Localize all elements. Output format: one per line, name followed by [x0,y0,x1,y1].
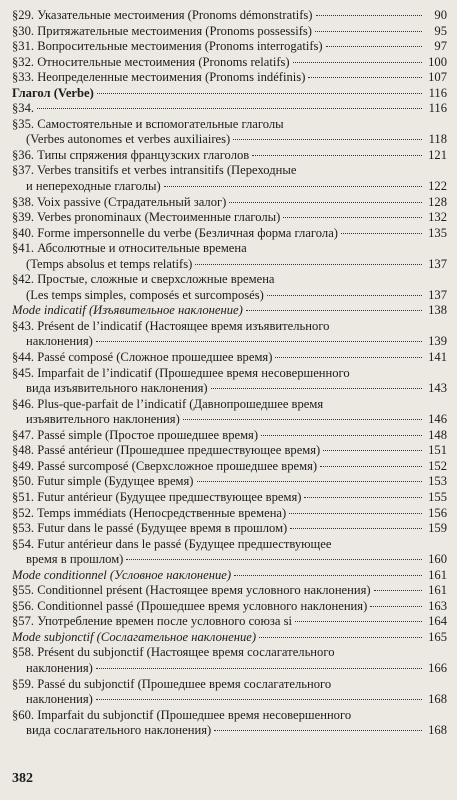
dot-leader [97,93,422,94]
toc-page-number: 152 [428,458,447,473]
toc-entry-line [12,24,447,40]
toc-entry-line [12,677,447,693]
toc-entry-line [12,708,447,724]
toc-entry [12,645,447,676]
toc-page-number: 116 [428,101,447,116]
page-number: 382 [12,771,33,786]
toc-entry-title: §57. Употребление времен после условного союза si [12,614,292,629]
toc-entry-title: вида сослагательного наклонения) [26,723,212,738]
toc-page-number: 128 [428,194,447,209]
toc-entry-line [12,179,447,195]
toc-page-number: 141 [428,350,447,365]
toc-entry-title: §44. Passé composé (Сложное прошедшее время) [12,350,273,365]
dot-leader [183,419,422,420]
toc-page-number: 164 [428,614,447,629]
toc-entry-title: (Les temps simples, composés et surcomposés) [26,287,264,302]
toc-page-number: 161 [428,583,447,598]
dot-leader [229,202,422,203]
toc-entry [12,397,447,428]
toc-page-number: 132 [428,210,447,225]
toc-entry-title: и непереходные глаголы) [26,179,161,194]
dot-leader [252,155,422,156]
toc-entry-line [12,692,447,708]
toc-entry-title: §34. [12,101,35,116]
toc-entry-line [12,645,447,661]
toc-entry-line [12,568,447,584]
toc-entry-title: §52. Temps immédiats (Непосредственные времена) [12,505,287,520]
dot-leader [214,730,422,731]
dot-leader [289,513,422,514]
toc-entry-title: время в прошлом) [26,552,124,567]
toc-page-number: 107 [428,70,447,85]
toc-page-number: 153 [428,474,447,489]
toc-entry-title: (Temps absolus et temps relatifs) [26,256,193,271]
toc-entry-title: §29. Указательные местоимения (Pronoms démonstratifs) [12,8,313,22]
toc-entry-line [12,257,447,273]
toc-entry-line [12,630,447,646]
toc-entry-line [12,537,447,553]
toc-entry-title: изъявительного наклонения) [26,412,180,427]
toc-entry-title: §59. Passé du subjonctif (Прошедшее время сослагательного [12,676,332,691]
dot-leader [195,264,422,265]
toc-entry [12,677,447,708]
toc-entry-line [12,39,447,55]
toc-entry [12,70,447,86]
toc-entry [12,583,447,599]
toc-entry-line [12,272,447,288]
toc-entry-line [12,661,447,677]
toc-entry [12,195,447,211]
toc-page-number: 163 [428,598,447,613]
dot-leader [275,357,422,358]
toc-entry-line [12,319,447,335]
toc-entry-title: §32. Относительные местоимения (Pronoms relatifs) [12,54,290,69]
toc-page-number: 118 [428,132,447,147]
toc-entry [12,443,447,459]
toc-entry-line [12,723,447,739]
dot-leader [246,310,422,311]
toc-entry-title: вида изъявительного наклонения) [26,381,208,396]
toc-entry-title: §51. Futur antérieur (Будущее предшествующее время) [12,489,302,504]
toc-entry [12,241,447,272]
toc-entry-line [12,397,447,413]
toc-entry-title: наклонения) [26,692,93,707]
toc-page-number: 122 [428,179,447,194]
dot-leader [290,528,422,529]
toc-page-number: 90 [434,8,447,22]
toc-entry-title: §54. Futur antérieur dans le passé (Будущее предшествующее [12,536,332,551]
toc-entry-title: §35. Самостоятельные и вспомогательные глаголы [12,116,284,131]
dot-leader [211,388,422,389]
toc-entry-title: наклонения) [26,660,93,675]
toc-entry-title: §50. Futur simple (Будущее время) [12,474,194,489]
toc-entry [12,319,447,350]
toc-entry-title: §53. Futur dans le passé (Будущее время в прошлом) [12,521,288,536]
toc-page-number: 116 [428,85,447,100]
toc-entry-line [12,474,447,490]
dot-leader [370,606,422,607]
toc-entry-title: Mode indicatif (Изъявительное наклонение) [12,303,243,318]
toc-page-number: 137 [428,287,447,302]
dot-leader [283,217,422,218]
dot-leader [197,481,423,482]
toc-entry-title: §37. Verbes transitifs et verbes intransitifs (Переходные [12,163,297,178]
toc-entry-line [12,334,447,350]
toc-entry-title: Mode conditionnel (Условное наклонение) [12,567,232,582]
toc-entry [12,614,447,630]
toc-entry-title: наклонения) [26,334,93,349]
dot-leader [96,699,422,700]
toc-entry-title: §60. Imparfait du subjonctif (Прошедшее время несовершенного [12,707,352,722]
dot-leader [304,497,422,498]
toc-page-number: 168 [428,692,447,707]
toc-entry-line [12,195,447,211]
dot-leader [320,466,422,467]
toc-entry-title: §58. Présent du subjonctif (Настоящее время сослагательного [12,645,335,660]
dot-leader [326,46,422,47]
toc-entry-line [12,614,447,630]
dot-leader [126,559,422,560]
dot-leader [234,575,422,576]
toc-entry-line [12,552,447,568]
toc-page-number: 95 [434,23,447,38]
dot-leader [323,450,422,451]
toc-entry-line [12,55,447,71]
dot-leader [293,62,422,63]
toc-entry [12,459,447,475]
toc-entry-title: §31. Вопросительные местоимения (Pronoms interrogatifs) [12,39,323,54]
dot-leader [96,341,422,342]
toc-entry-line [12,443,447,459]
toc-page-number: 151 [428,443,447,458]
toc-entry-line [12,506,447,522]
toc-entry [12,210,447,226]
toc-entry-title: §30. Притяжательные местоимения (Pronoms possessifs) [12,23,312,38]
toc-entry-line [12,521,447,537]
toc-entry-line [12,459,447,475]
toc-entry-title: §56. Conditionnel passé (Прошедшее время условного наклонения) [12,598,368,613]
toc-entry [12,350,447,366]
toc-entry [12,226,447,242]
toc-entry-title: §46. Plus-que-parfait de l’indicatif (Давнопрошедшее время [12,396,324,411]
table-of-contents [12,8,447,739]
toc-entry-title: §40. Forme impersonnelle du verbe (Безличная форма глагола) [12,225,338,240]
toc-entry-title: §55. Conditionnel présent (Настоящее время условного наклонения) [12,583,371,598]
toc-entry-line [12,163,447,179]
toc-entry-title: §45. Imparfait de l’indicatif (Прошедшее время несовершенного [12,365,350,380]
toc-entry [12,163,447,194]
toc-entry [12,537,447,568]
toc-entry [12,474,447,490]
toc-page-number: 137 [428,256,447,271]
toc-entry-line [12,241,447,257]
toc-entry-line [12,117,447,133]
toc-entry [12,506,447,522]
toc-entry [12,708,447,739]
toc-entry [12,272,447,303]
toc-entry-title: §42. Простые, сложные и сверхсложные времена [12,272,275,287]
toc-page-number: 97 [434,39,447,54]
toc-page-number: 161 [428,567,447,582]
toc-entry [12,55,447,71]
toc-entry-line [12,412,447,428]
toc-entry-line [12,226,447,242]
toc-page-number: 138 [428,303,447,318]
dot-leader [315,31,422,32]
toc-entry [12,521,447,537]
dot-leader [96,668,422,669]
toc-page-number: 168 [428,723,447,738]
toc-page-number: 155 [428,489,447,504]
toc-entry-title: §47. Passé simple (Простое прошедшее время) [12,427,259,442]
toc-entry-title: §36. Типы спряжения французских глаголов [12,147,250,162]
toc-entry [12,490,447,506]
toc-entry-line [12,303,447,319]
dot-leader [308,77,422,78]
toc-page-number: 135 [428,225,447,240]
toc-entry-title: §38. Voix passive (Страдательный залог) [12,194,227,209]
dot-leader [341,233,422,234]
toc-entry-line [12,132,447,148]
dot-leader [259,637,422,638]
toc-page-number: 139 [428,334,447,349]
toc-entry-line [12,210,447,226]
dot-leader [374,590,422,591]
dot-leader [164,186,422,187]
toc-entry [12,101,447,117]
toc-entry-line [12,8,447,24]
toc-entry-line [12,583,447,599]
toc-entry-line [12,381,447,397]
toc-entry-line [12,490,447,506]
toc-entry [12,39,447,55]
dot-leader [261,435,422,436]
toc-entry-title: Mode subjonctif (Сослагательное наклонение) [12,629,257,644]
toc-page-number: 143 [428,381,447,396]
toc-entry-title: §39. Verbes pronominaux (Местоименные глаголы) [12,210,281,225]
toc-entry [12,428,447,444]
dot-leader [233,139,422,140]
toc-entry-line [12,350,447,366]
toc-page-number: 121 [428,147,447,162]
toc-entry-title: §33. Неопределенные местоимения (Pronoms indéfinis) [12,70,306,85]
toc-page-number: 156 [428,505,447,520]
toc-entry-line [12,288,447,304]
toc-mode-heading [12,568,447,584]
toc-page-number: 146 [428,412,447,427]
toc-entry [12,599,447,615]
toc-entry-line [12,70,447,86]
dot-leader [37,108,422,109]
toc-entry-title: §41. Абсолютные и относительные времена [12,241,247,256]
toc-page-number: 160 [428,552,447,567]
dot-leader [267,295,422,296]
dot-leader [295,621,422,622]
toc-entry-title: §43. Présent de l’indicatif (Настоящее время изъявительного [12,318,330,333]
toc-entry [12,8,447,24]
toc-entry-title: §49. Passé surcomposé (Сверхсложное прошедшее время) [12,458,318,473]
toc-mode-heading [12,630,447,646]
toc-page-number: 159 [428,521,447,536]
toc-entry-line [12,148,447,164]
toc-page-number: 165 [428,629,447,644]
toc-page-number: 148 [428,427,447,442]
toc-entry [12,24,447,40]
dot-leader [316,15,422,16]
toc-entry-line [12,86,447,102]
toc-entry [12,148,447,164]
toc-entry-line [12,366,447,382]
toc-page-number: 166 [428,660,447,675]
toc-entry-title: §48. Passé antérieur (Прошедшее предшествующее время) [12,443,321,458]
toc-section-heading [12,86,447,102]
toc-entry-line [12,101,447,117]
toc-entry [12,117,447,148]
toc-entry [12,366,447,397]
toc-entry-title: (Verbes autonomes et verbes auxiliaires) [26,132,231,147]
toc-entry-title: Глагол (Verbe) [12,85,94,100]
toc-entry-line [12,428,447,444]
toc-mode-heading [12,303,447,319]
toc-page-number: 100 [428,54,447,69]
toc-entry-line [12,599,447,615]
